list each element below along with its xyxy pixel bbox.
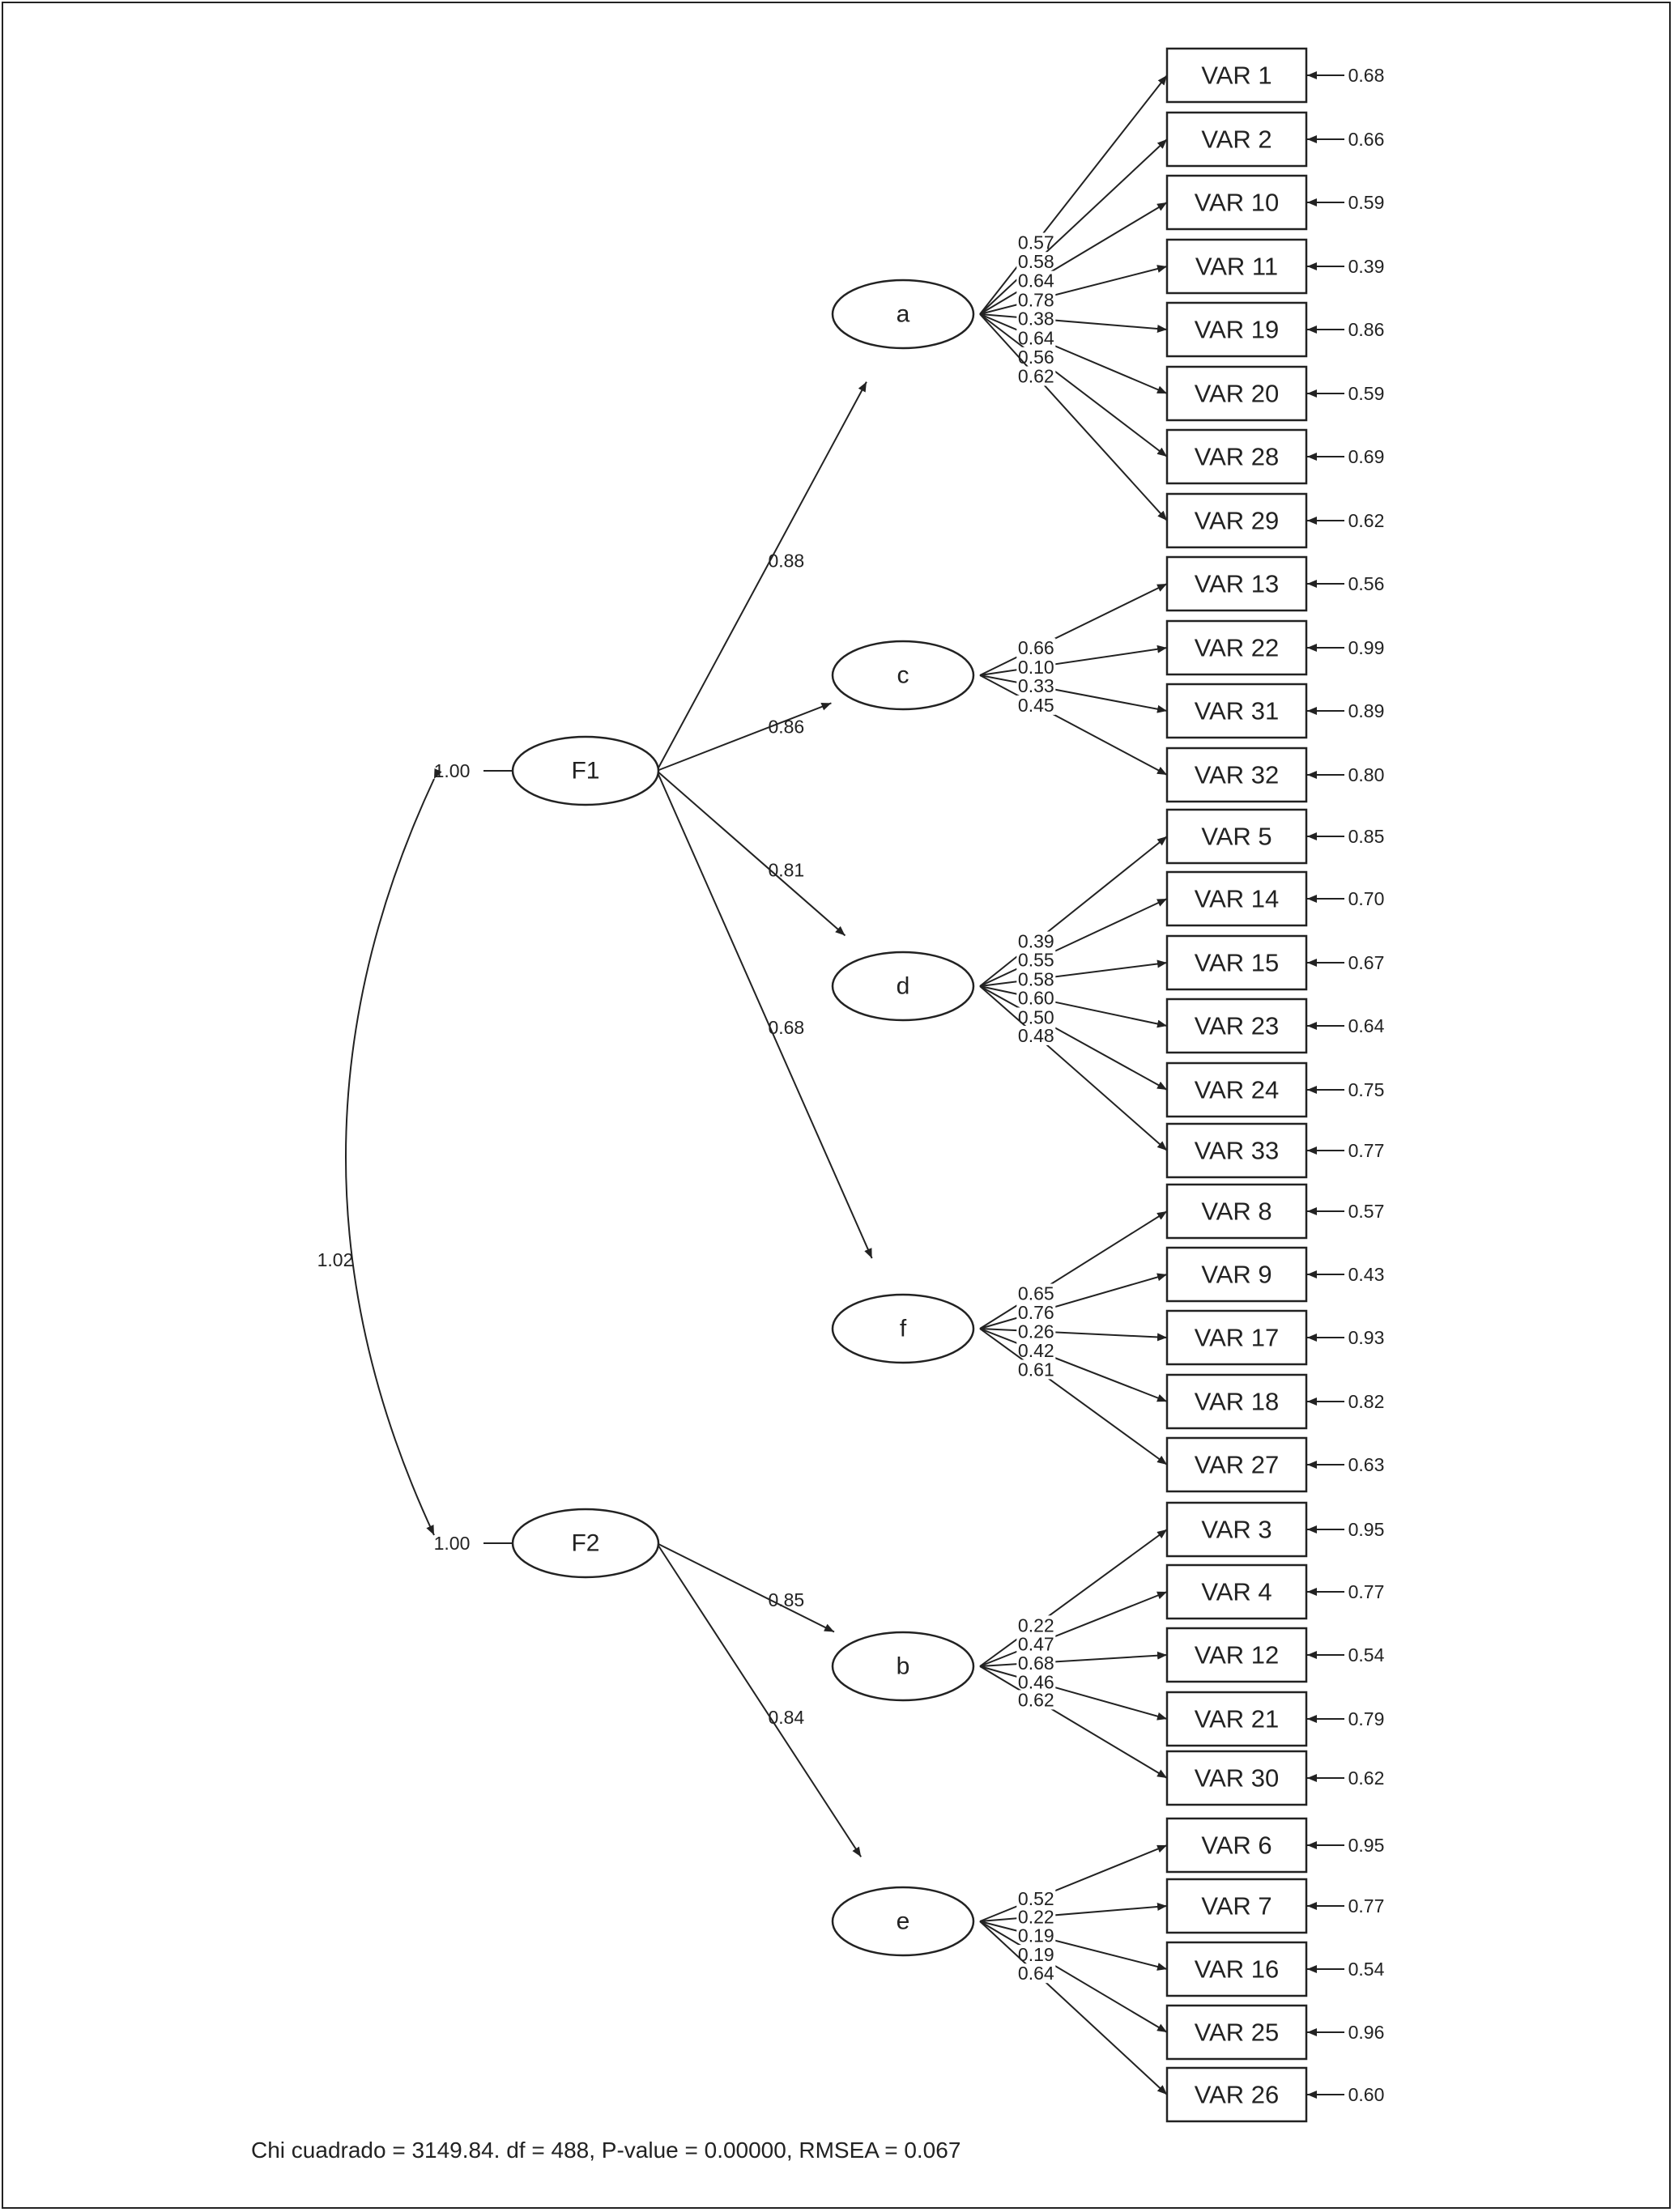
path-b-to-var-12 — [980, 1655, 1167, 1666]
error-variance-var-19: 0.86 — [1348, 319, 1385, 340]
path-f-to-var-18 — [980, 1329, 1167, 1402]
fit-statistics: Chi cuadrado = 3149.84. df = 488, P-value = 0.00000, RMSEA = 0.067 — [251, 2138, 961, 2163]
path-b-to-var-21 — [980, 1666, 1167, 1719]
error-variance-var-16: 0.54 — [1348, 1959, 1385, 1980]
indicator-label-var-16: VAR 16 — [1194, 1955, 1280, 1984]
path-b-to-var-30 — [980, 1666, 1167, 1778]
error-variance-var-20: 0.59 — [1348, 383, 1385, 404]
indicator-label-var-20: VAR 20 — [1194, 379, 1280, 408]
error-variance-var-33: 0.77 — [1348, 1140, 1385, 1161]
indicator-label-var-15: VAR 15 — [1194, 948, 1280, 977]
path-e-to-var-25 — [980, 1921, 1167, 2032]
path-f2-to-b — [657, 1543, 834, 1632]
path-f-to-var-27 — [980, 1329, 1167, 1465]
factor-f1-label: F1 — [571, 757, 600, 785]
path-a-to-var-10 — [980, 202, 1167, 314]
path-e-to-var-26 — [980, 1921, 1167, 2095]
subfactor-d-label: d — [896, 972, 910, 1000]
path-d-to-var-33 — [980, 986, 1167, 1151]
indicator-label-var-27: VAR 27 — [1194, 1450, 1280, 1479]
subfactor-a-label: a — [896, 300, 910, 328]
error-variance-var-28: 0.69 — [1348, 446, 1385, 467]
loading-d-var-33: 0.48 — [1017, 1024, 1054, 1046]
loading-c-var-31: 0.33 — [1017, 675, 1054, 697]
path-f1-to-f — [657, 771, 872, 1258]
path-f2-to-e — [657, 1543, 861, 1857]
factor-correlation-value: 1.02 — [317, 1249, 354, 1270]
loading-b-var-4: 0.47 — [1017, 1633, 1054, 1655]
subfactor-b-label: b — [896, 1653, 910, 1680]
loading-f-var-27: 0.61 — [1017, 1359, 1054, 1380]
loading-a-var-1: 0.57 — [1017, 232, 1054, 253]
indicator-label-var-31: VAR 31 — [1194, 696, 1280, 725]
error-variance-var-26: 0.60 — [1348, 2084, 1385, 2105]
error-variance-var-12: 0.54 — [1348, 1644, 1385, 1665]
indicator-label-var-32: VAR 32 — [1194, 760, 1280, 789]
loading-f1-a: 0.88 — [768, 550, 805, 572]
indicator-label-var-21: VAR 21 — [1194, 1704, 1280, 1733]
loading-e-var-7: 0.22 — [1017, 1906, 1054, 1928]
error-variance-var-2: 0.66 — [1348, 129, 1385, 150]
path-e-to-var-6 — [980, 1845, 1167, 1921]
loading-d-var-24: 0.50 — [1017, 1006, 1054, 1028]
loading-e-var-16: 0.19 — [1017, 1925, 1054, 1946]
error-variance-var-3: 0.95 — [1348, 1519, 1385, 1540]
loading-c-var-22: 0.10 — [1017, 656, 1054, 678]
subfactor-c-label: c — [897, 661, 909, 689]
error-variance-var-30: 0.62 — [1348, 1767, 1385, 1789]
error-variance-var-25: 0.96 — [1348, 2022, 1385, 2043]
indicator-label-var-9: VAR 9 — [1201, 1260, 1272, 1289]
loading-c-var-32: 0.45 — [1017, 694, 1054, 716]
path-a-to-var-29 — [980, 314, 1167, 521]
error-variance-var-23: 0.64 — [1348, 1015, 1385, 1036]
path-e-to-var-7 — [980, 1906, 1167, 1921]
path-c-to-var-32 — [980, 675, 1167, 775]
path-f1-to-d — [657, 771, 846, 935]
path-d-to-var-24 — [980, 986, 1167, 1090]
path-f1-to-a — [657, 382, 867, 771]
path-a-to-var-11 — [980, 266, 1167, 314]
indicator-label-var-6: VAR 6 — [1201, 1831, 1272, 1860]
path-c-to-var-31 — [980, 675, 1167, 711]
path-b-to-var-4 — [980, 1592, 1167, 1666]
loading-d-var-14: 0.55 — [1017, 949, 1054, 971]
error-variance-var-13: 0.56 — [1348, 573, 1385, 594]
indicator-label-var-10: VAR 10 — [1194, 188, 1280, 217]
indicator-label-var-12: VAR 12 — [1194, 1640, 1280, 1670]
error-variance-var-32: 0.80 — [1348, 764, 1385, 785]
indicator-label-var-29: VAR 29 — [1194, 506, 1280, 535]
indicator-label-var-19: VAR 19 — [1194, 315, 1280, 344]
path-a-to-var-2 — [980, 139, 1167, 314]
loading-f2-b: 0.85 — [768, 1589, 805, 1610]
indicator-label-var-3: VAR 3 — [1201, 1515, 1272, 1544]
error-variance-var-29: 0.62 — [1348, 510, 1385, 531]
loading-b-var-12: 0.68 — [1017, 1652, 1054, 1674]
factor-f1-variance: 1.00 — [433, 760, 471, 781]
error-variance-var-6: 0.95 — [1348, 1835, 1385, 1856]
indicator-label-var-11: VAR 11 — [1195, 252, 1279, 281]
loading-a-var-11: 0.78 — [1017, 289, 1054, 311]
loading-a-var-10: 0.64 — [1017, 270, 1054, 291]
indicator-label-var-23: VAR 23 — [1194, 1011, 1280, 1040]
loading-f1-d: 0.81 — [768, 859, 805, 881]
path-a-to-var-20 — [980, 314, 1167, 393]
indicator-label-var-5: VAR 5 — [1201, 822, 1272, 851]
indicator-label-var-8: VAR 8 — [1201, 1197, 1272, 1226]
path-a-to-var-1 — [980, 75, 1167, 314]
loading-f1-f: 0.68 — [768, 1016, 805, 1038]
path-d-to-var-23 — [980, 986, 1167, 1026]
error-variance-var-9: 0.43 — [1348, 1264, 1385, 1285]
loading-c-var-13: 0.66 — [1017, 637, 1054, 659]
indicator-label-var-13: VAR 13 — [1194, 569, 1280, 598]
error-variance-var-11: 0.39 — [1348, 256, 1385, 277]
error-variance-var-1: 0.68 — [1348, 65, 1385, 86]
indicator-label-var-14: VAR 14 — [1194, 884, 1280, 913]
loading-a-var-29: 0.62 — [1017, 365, 1054, 387]
indicator-label-var-22: VAR 22 — [1194, 633, 1280, 662]
loading-f-var-17: 0.26 — [1017, 1321, 1054, 1342]
error-variance-var-14: 0.70 — [1348, 888, 1385, 909]
loading-f1-c: 0.86 — [768, 716, 805, 738]
indicator-label-var-25: VAR 25 — [1194, 2018, 1280, 2047]
error-variance-var-27: 0.63 — [1348, 1454, 1385, 1475]
indicator-label-var-33: VAR 33 — [1194, 1136, 1280, 1165]
error-variance-var-5: 0.85 — [1348, 826, 1385, 847]
path-f-to-var-9 — [980, 1274, 1167, 1329]
path-f-to-var-17 — [980, 1329, 1167, 1338]
factor-f2-label: F2 — [571, 1529, 600, 1557]
error-variance-var-31: 0.89 — [1348, 700, 1385, 721]
error-variance-var-24: 0.75 — [1348, 1079, 1385, 1100]
error-variance-var-10: 0.59 — [1348, 192, 1385, 213]
path-a-to-var-19 — [980, 314, 1167, 330]
loading-e-var-25: 0.19 — [1017, 1944, 1054, 1966]
loading-f-var-8: 0.65 — [1017, 1283, 1054, 1304]
loading-e-var-26: 0.64 — [1017, 1963, 1054, 1984]
loading-b-var-3: 0.22 — [1017, 1614, 1054, 1636]
indicator-label-var-18: VAR 18 — [1194, 1387, 1280, 1416]
path-f-to-var-8 — [980, 1211, 1167, 1329]
loading-f2-e: 0.84 — [768, 1706, 805, 1728]
error-variance-var-22: 0.99 — [1348, 637, 1385, 658]
path-f1-to-c — [657, 703, 831, 771]
error-variance-var-17: 0.93 — [1348, 1327, 1385, 1348]
loading-f-var-9: 0.76 — [1017, 1301, 1054, 1323]
factor-f2-variance: 1.00 — [433, 1533, 471, 1554]
error-variance-var-7: 0.77 — [1348, 1895, 1385, 1916]
loading-e-var-6: 0.52 — [1017, 1887, 1054, 1909]
subfactor-e-label: e — [896, 1908, 910, 1935]
path-e-to-var-16 — [980, 1921, 1167, 1969]
indicator-label-var-4: VAR 4 — [1201, 1577, 1272, 1606]
indicator-label-var-1: VAR 1 — [1201, 61, 1272, 90]
indicator-label-var-30: VAR 30 — [1194, 1763, 1280, 1793]
loading-a-var-20: 0.64 — [1017, 327, 1054, 349]
error-variance-var-15: 0.67 — [1348, 952, 1385, 973]
loading-b-var-30: 0.62 — [1017, 1689, 1054, 1711]
loading-d-var-23: 0.60 — [1017, 987, 1054, 1009]
path-a-to-var-28 — [980, 314, 1167, 457]
loading-b-var-21: 0.46 — [1017, 1671, 1054, 1693]
loading-f-var-18: 0.42 — [1017, 1340, 1054, 1361]
loading-d-var-15: 0.58 — [1017, 968, 1054, 990]
factor-correlation-curve — [346, 779, 434, 1535]
indicator-label-var-26: VAR 26 — [1194, 2080, 1280, 2109]
path-d-to-var-15 — [980, 963, 1167, 986]
indicator-label-var-7: VAR 7 — [1201, 1891, 1272, 1921]
loading-a-var-28: 0.56 — [1017, 346, 1054, 368]
indicator-label-var-24: VAR 24 — [1194, 1075, 1280, 1104]
error-variance-var-4: 0.77 — [1348, 1581, 1385, 1602]
indicator-label-var-2: VAR 2 — [1201, 125, 1272, 154]
subfactor-f-label: f — [899, 1315, 907, 1342]
loading-d-var-5: 0.39 — [1017, 930, 1054, 952]
loading-a-var-19: 0.38 — [1017, 308, 1054, 330]
error-variance-var-21: 0.79 — [1348, 1708, 1385, 1729]
error-variance-var-8: 0.57 — [1348, 1201, 1385, 1222]
path-b-to-var-3 — [980, 1529, 1167, 1666]
indicator-label-var-28: VAR 28 — [1194, 442, 1280, 471]
error-variance-var-18: 0.82 — [1348, 1391, 1385, 1412]
loading-a-var-2: 0.58 — [1017, 251, 1054, 273]
indicator-label-var-17: VAR 17 — [1194, 1323, 1280, 1352]
